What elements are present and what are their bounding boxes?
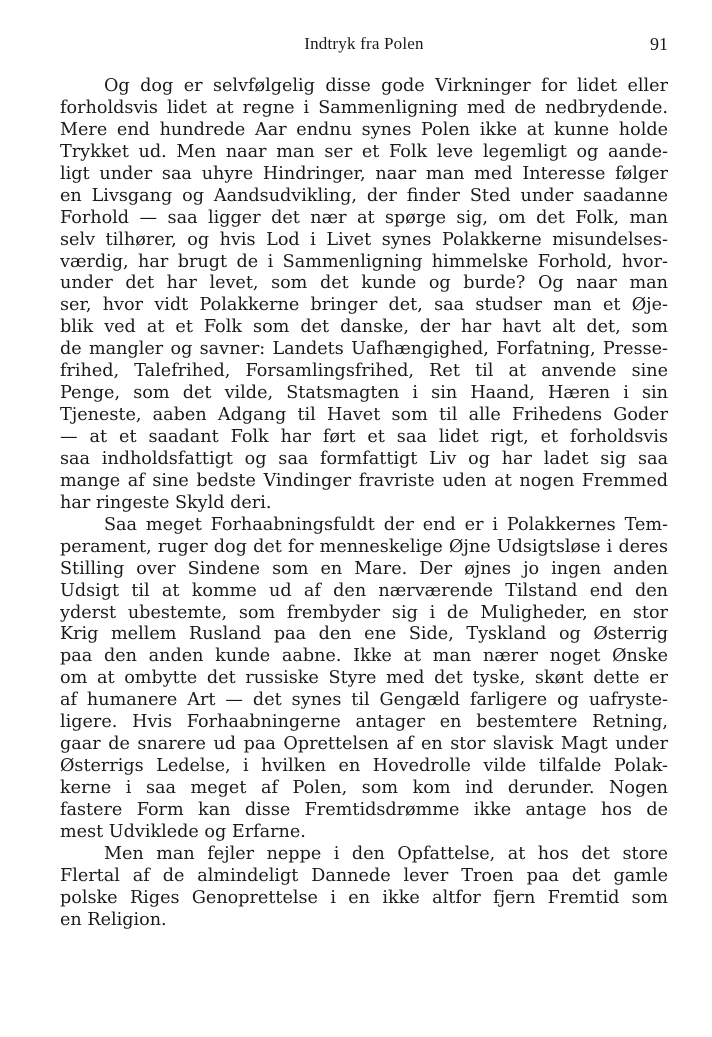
text-line: kerne i saa meget af Polen, som kom ind derunder. Nogen: [60, 778, 668, 798]
text-line: yderst ubestemte, som frembyder sig i de Muligheder, en stor: [60, 602, 668, 623]
text-line: Mere end hundrede Aar endnu synes Polen ikke at kunne holde: [60, 119, 668, 140]
text-line: Flertal af de almindeligt Dannede lever Troen paa det gamle: [60, 865, 668, 886]
text-line: en Religion.: [60, 909, 167, 930]
text-line: mange af sine bedste Vindinger fravriste uden at nogen Fremmed: [60, 470, 668, 491]
text-line: paa den anden kunde aabne. Ikke at man nærer noget Ønske: [60, 646, 668, 667]
text-line: Krig mellem Rusland paa den ene Side, Tyskland og Østerrig: [60, 624, 668, 645]
text-line: perament, ruger dog det for menneskelige Øjne Udsigtsløse i deres: [60, 536, 668, 557]
text-line: fastere Form kan disse Fremtidsdrømme ikke antage hos de: [60, 799, 668, 820]
text-line: værdig, har brugt de i Sammenligning himmelske Forhold, hvor-: [60, 251, 668, 272]
text-line: ligt under saa uhyre Hindringer, naar man med Interesse følger: [60, 163, 668, 184]
text-line: Tjeneste, aaben Adgang til Havet som til alle Frihedens Goder: [60, 405, 668, 426]
text-line: Udsigt til at komme ud af den nærværende Tilstand end den: [60, 580, 668, 601]
text-line: om at ombytte det russiske Styre med det tyske, skønt dette er: [60, 668, 668, 689]
text-line: forholdsvis lidet at regne i Sammenligning med de nedbrydende.: [60, 97, 668, 118]
text-line: har ringeste Skyld deri.: [60, 492, 272, 513]
text-line: saa indholdsfattigt og saa formfattigt Liv og har ladet sig saa: [60, 448, 668, 469]
text-line: ligere. Hvis Forhaabningerne antager en bestemtere Retning,: [60, 712, 668, 733]
running-title: Indtryk fra Polen: [304, 34, 424, 53]
text-line: polske Riges Genoprettelse i en ikke altfor fjern Fremtid som: [60, 887, 668, 908]
text-line: en Livsgang og Aandsudvikling, der finder Sted under saadanne: [60, 185, 668, 206]
page-header: [60, 34, 668, 56]
text-line: gaar de snarere ud paa Oprettelsen af en stor slavisk Magt under: [60, 734, 668, 755]
text-line: Trykket ud. Men naar man ser et Folk leve legemligt og aande-: [60, 141, 668, 162]
text-line: under det har levet, som det kunde og burde? Og naar man: [60, 273, 668, 294]
body-text: [60, 76, 668, 932]
text-line: Østerrigs Ledelse, i hvilken en Hovedrolle vilde tilfalde Polak-: [60, 756, 668, 777]
text-line: mest Udviklede og Erfarne.: [60, 821, 306, 842]
text-line: Stilling over Sindene som en Mare. Der øjnes jo ingen anden: [60, 558, 668, 579]
text-line: de mangler og savner: Landets Uafhængighed, Forfatning, Presse-: [60, 339, 668, 360]
text-line: af humanere Art — det synes til Gengæld farligere og uafryste-: [60, 690, 668, 711]
text-line: Og dog er selvfølgelig disse gode Virkninger for lidet eller: [104, 76, 668, 96]
text-line: ser, hvor vidt Polakkerne bringer det, saa studser man et Øje-: [60, 295, 668, 316]
text-line: selv tilhører, og hvis Lod i Livet synes Polakkerne misundelses-: [60, 229, 668, 250]
text-line: — at et saadant Folk har ført et saa lidet rigt, et forholdsvis: [60, 427, 668, 447]
text-line: Men man fejler neppe i den Opfattelse, at hos det store: [104, 843, 668, 864]
page-number: 91: [650, 34, 668, 54]
text-line: Penge, som det vilde, Statsmagten i sin Haand, Hæren i sin: [60, 383, 668, 404]
text-line: Saa meget Forhaabningsfuldt der end er i Polakkernes Tem-: [104, 514, 668, 535]
text-line: frihed, Talefrihed, Forsamlingsfrihed, Ret til at anvende sine: [60, 361, 668, 382]
text-line: Forhold — saa ligger det nær at spørge sig, om det Folk, man: [60, 207, 668, 228]
text-line: blik ved at et Folk som det danske, der har havt alt det, som: [60, 317, 668, 338]
